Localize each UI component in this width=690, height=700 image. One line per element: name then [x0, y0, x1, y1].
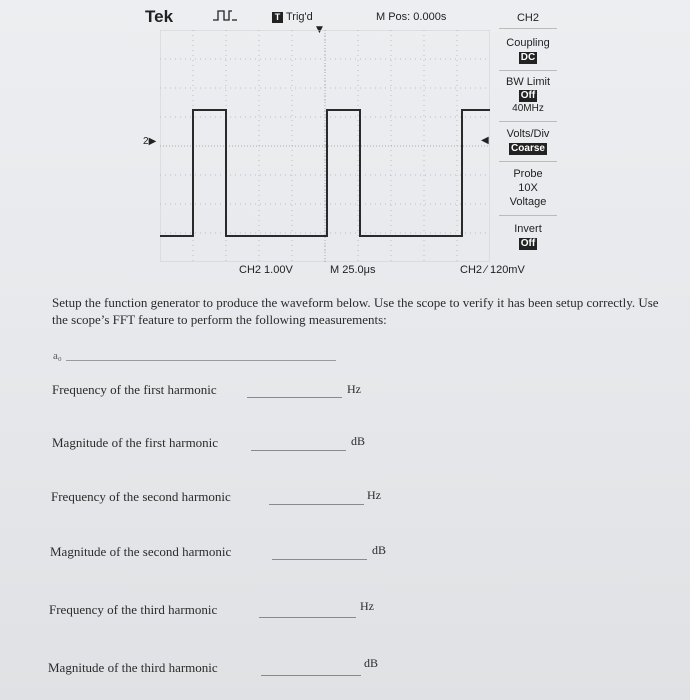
question-label: Frequency of the third harmonic: [49, 602, 218, 617]
unit-label: dB: [372, 543, 387, 557]
instructions-text: Setup the function generator to produce the waveform below. Use the scope to verify it has been setup correctly. Use the scope’s FFT feature to perform the following measurements:: [52, 295, 659, 327]
bw-limit-label[interactable]: BW Limit: [506, 76, 550, 88]
question-label: Frequency of the first harmonic: [52, 382, 217, 397]
unit-label: Hz: [367, 488, 381, 502]
answer-line[interactable]: [261, 675, 361, 676]
question-label: Frequency of the second harmonic: [51, 489, 231, 504]
coupling-value[interactable]: DC: [520, 52, 536, 63]
status-timebase: M 25.0μs: [330, 264, 376, 276]
trigger-status-text: Trig'd: [286, 11, 313, 23]
unit-label: dB: [364, 656, 379, 670]
channel-ground-marker: 2▶: [143, 136, 157, 147]
trigger-edge-icon: [212, 8, 238, 22]
trigger-status: [272, 11, 313, 23]
square-wave-trace: [160, 110, 490, 236]
question-label: Magnitude of the third harmonic: [48, 660, 218, 675]
answer-line[interactable]: [251, 450, 346, 451]
probe-label[interactable]: Probe: [513, 168, 543, 180]
question-label: Magnitude of the second harmonic: [50, 544, 232, 559]
volts-div-label[interactable]: Volts/Div: [506, 128, 550, 140]
volts-div-value[interactable]: Coarse: [511, 143, 545, 154]
trigger-position-icon: ▼: [316, 25, 323, 35]
bw-limit-freq: 40MHz: [512, 103, 544, 114]
invert-label[interactable]: Invert: [514, 223, 542, 235]
m-position: M Pos: 0.000s: [376, 11, 447, 23]
question-label: Magnitude of the first harmonic: [52, 435, 219, 450]
answer-line[interactable]: [269, 504, 364, 505]
trigger-level-icon: ◀: [481, 135, 489, 146]
trigger-box-icon: T: [272, 12, 283, 23]
a0-answer-line[interactable]: [66, 360, 336, 361]
oscilloscope-screen: [0, 0, 690, 285]
answer-line[interactable]: [259, 617, 356, 618]
unit-label: dB: [351, 434, 366, 448]
answer-line[interactable]: [247, 397, 342, 398]
coupling-label[interactable]: Coupling: [506, 37, 550, 49]
brand-logo: Tek: [145, 7, 174, 26]
probe-value: 10X: [518, 182, 538, 194]
a0-label: a₀: [53, 350, 62, 362]
bw-limit-value[interactable]: Off: [520, 90, 536, 101]
probe-type: Voltage: [509, 196, 547, 208]
invert-value[interactable]: Off: [520, 238, 536, 249]
menu-channel: CH2: [516, 12, 539, 24]
waveform-graticule: [160, 30, 490, 262]
status-ch2-scale: CH2 1.00V: [239, 264, 293, 276]
unit-label: Hz: [347, 382, 361, 396]
answer-line[interactable]: [272, 559, 367, 560]
status-trigger: CH2 ∕ 120mV: [460, 264, 525, 276]
unit-label: Hz: [360, 599, 374, 613]
